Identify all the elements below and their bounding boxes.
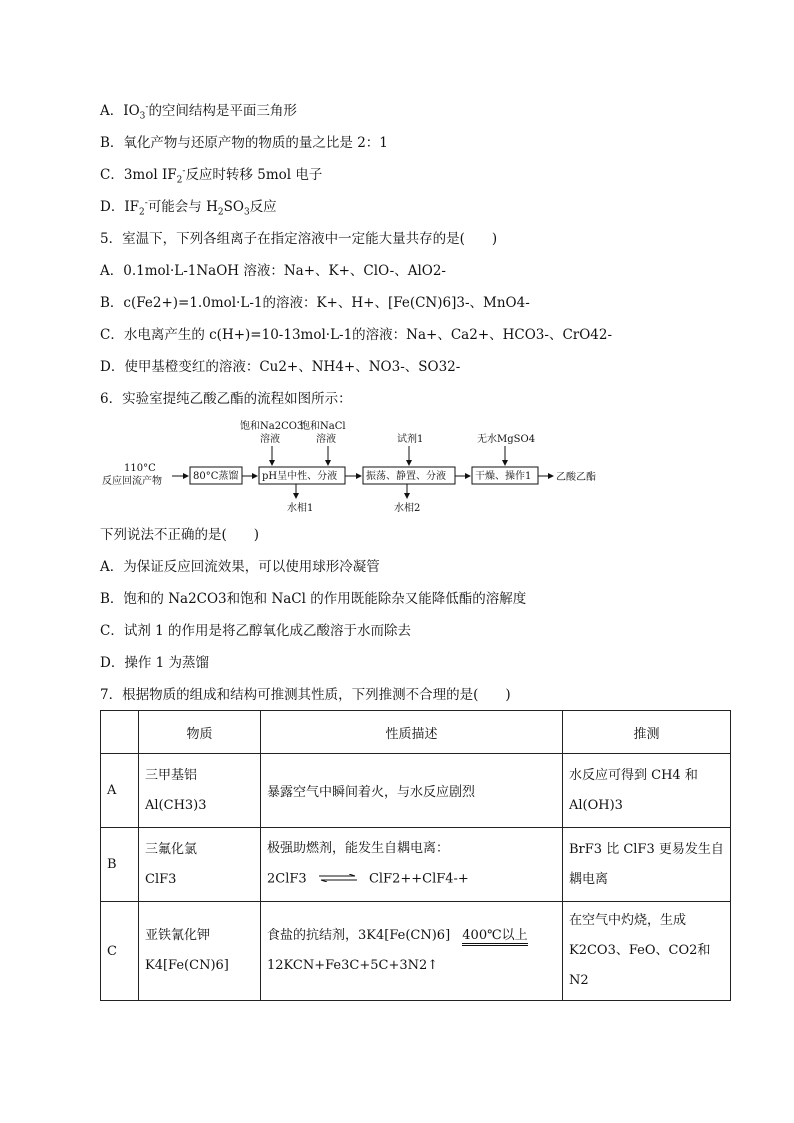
flow-input-na2co3-sol: 溶液 [260,434,280,445]
table-header-row [101,711,731,754]
table-row-c [101,902,731,1001]
row-description: 暴露空气中瞬间着火，与水反应剧烈 [261,754,563,828]
row-description: 极强助燃剂，能发生自耦电离： 2ClF3 ClF2++ClF4-+ [261,828,563,902]
row-substance: 三氟化氯 ClF3 [139,828,261,902]
header-label [101,711,139,754]
flow-input-mgso4: 无水MgSO4 [477,434,536,445]
flow-input-nacl: 饱和NaCl [300,421,346,432]
flow-output-aq2: 水相2 [394,503,421,514]
q7-stem: 7．根据物质的组成和结构可推测其性质，下列推测不合理的是( ) [100,687,511,703]
q6-stem: 6．实验室提纯乙酸乙酯的流程如图所示： [100,391,352,407]
flow-input-reagent1: 试剂1 [397,434,424,445]
row-substance: 亚铁氰化钾 K4[Fe(CN)6] [139,902,261,1001]
flow-end-label: 乙酸乙酯 [556,472,596,483]
row-inference: 在空气中灼烧，生成 K2CO3、FeO、CO2和 N2 [563,902,731,1001]
q4-option-a: A．$IO_3^-$的空间结构是平面三角形 [100,102,297,122]
header-inference: 推测 [563,711,731,754]
q6-option-b: B．饱和的 Na2CO3和饱和 NaCl 的作用既能除杂又能降低酯的溶解度 [100,591,527,607]
q4-option-b: B．氧化产物与还原产物的物质的量之比是 2：1 [100,135,388,151]
flow-box-dry-label: 干燥、操作1 [475,471,532,482]
table-row-a [101,754,731,828]
q6-option-c: C．试剂 1 的作用是将乙醇氧化成乙酸溶于水而除去 [100,623,412,639]
q5-option-a: A．0.1mol·L-1NaOH 溶液：Na+、K+、ClO-、AlO2- [100,263,446,279]
reaction-condition: 400℃以上 [462,929,527,946]
row-description: 食盐的抗结剂，3K4[Fe(CN)6] 400℃以上 12KCN+Fe3C+5C+3N2↑ [261,902,563,1001]
q6-flow-diagram [100,418,620,518]
q4-option-c: C．3mol $IF_2^-$反应时转移 5mol 电子 [100,166,323,186]
row-label: C [101,902,139,1001]
q6-option-d: D．操作 1 为蒸馏 [100,655,209,671]
flow-box-neutral-label: pH呈中性、分液 [262,471,338,482]
q5-stem: 5．室温下，下列各组离子在指定溶液中一定能大量共存的是( ) [100,231,498,247]
row-label: B [101,828,139,902]
flow-box-distill-label: 80°C蒸馏 [193,471,239,482]
flow-input-nacl-sol: 溶液 [316,434,336,445]
q7-table [100,710,731,1001]
flow-start-label: 反应回流产物 [102,476,162,487]
q6-question: 下列说法不正确的是( ) [100,527,260,543]
header-substance: 物质 [139,711,261,754]
flow-output-aq1: 水相1 [287,503,314,514]
flow-input-na2co3: 饱和Na2CO3 [240,421,304,432]
row-inference: BrF3 比 ClF3 更易发生自 耦电离 [563,828,731,902]
row-inference: 水反应可得到 CH4 和 Al(OH)3 [563,754,731,828]
flow-start-temp: 110°C [124,463,156,474]
q4-option-d: D．$IF_2^-$可能会与 $H_2SO_3$反应 [100,198,277,218]
q5-option-b: B．c(Fe2+)=1.0mol·L-1的溶液：K+、H+、[Fe(CN)6]3-、MnO4- [100,295,530,311]
q5-option-d: D．使甲基橙变红的溶液：Cu2+、NH4+、NO3-、SO32- [100,359,461,375]
table-row-b [101,828,731,902]
equilibrium-arrow-icon [319,864,357,894]
row-substance: 三甲基铝 Al(CH3)3 [139,754,261,828]
row-label: A [101,754,139,828]
header-description: 性质描述 [261,711,563,754]
q6-option-a: A．为保证反应回流效果，可以使用球形冷凝管 [100,559,380,575]
q5-option-c: C．水电离产生的 c(H+)=10-13mol·L-1的溶液：Na+、Ca2+、HCO3-、CrO42- [100,327,613,343]
flow-box-shake-label: 振荡、静置、分液 [366,471,446,482]
